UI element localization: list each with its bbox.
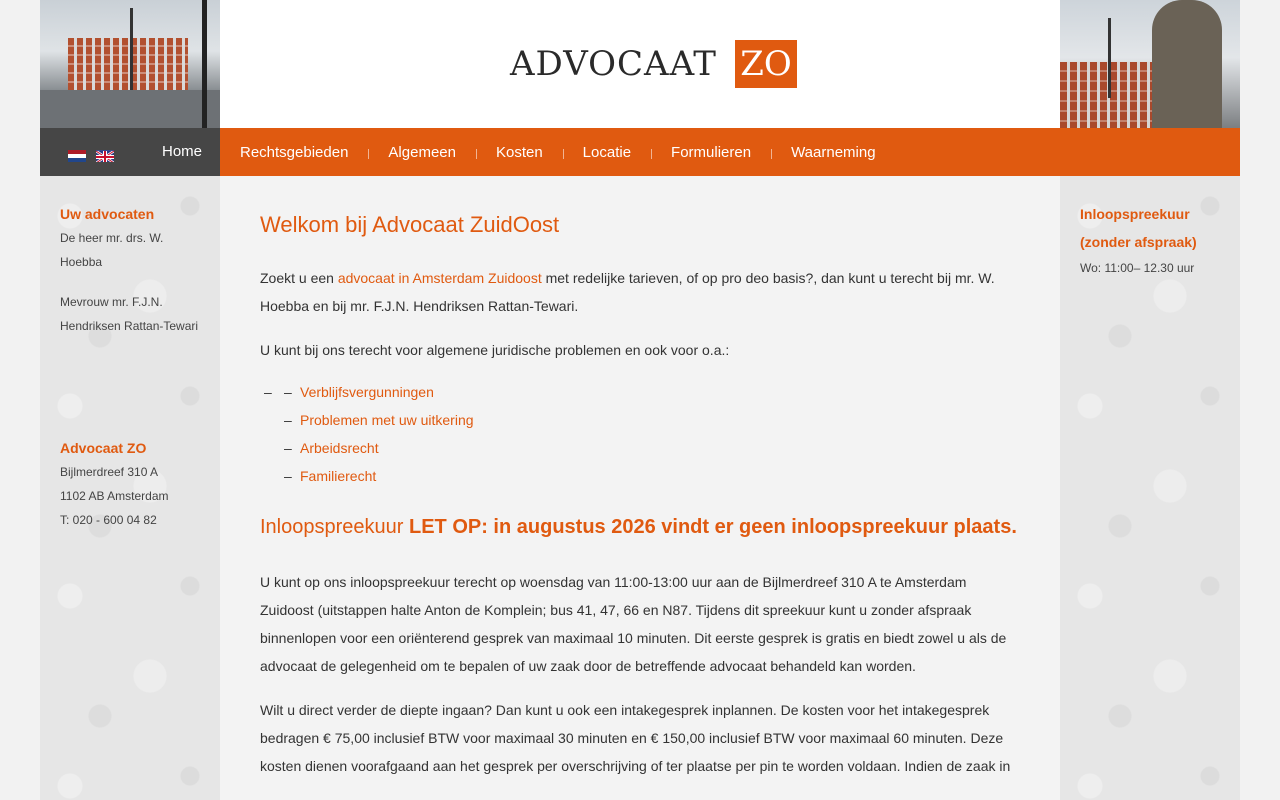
advocaat-1-line-1: De heer mr. drs. W. xyxy=(60,231,164,245)
list-item xyxy=(260,406,1020,434)
advocaat-2-line-1: Mevrouw mr. F.J.N. xyxy=(60,295,163,309)
nav-locatie[interactable]: Locatie xyxy=(563,144,651,161)
spreekuur-paragraph: U kunt op ons inloopspreekuur terecht op woensdag van 11:00-13:00 uur aan de Bijlmerdreef 310 A te Amsterdam Zuidoost (uitstappen halte Anton de Komplein; bus 41, 47, 66 en N87. Tijdens dit spreekuur kunt u zonder afspraak binnenlopen voor een oriënterend gesprek van maximaal 10 minuten. Dit eerste gesprek is gratis en biedt zowel u als de advocaat de gelegenheid om te bepalen of uw zaak door de betreffende advocaat behandeld kan worden. xyxy=(260,574,1007,674)
page-title: Welkom bij Advocaat ZuidOost xyxy=(260,212,560,237)
office-address-1: Bijlmerdreef 310 A xyxy=(60,465,159,479)
nav-rechtsgebieden[interactable]: Rechtsgebieden xyxy=(240,143,349,161)
uk-flag-icon[interactable] xyxy=(96,150,114,162)
nav-kosten[interactable]: Kosten xyxy=(476,144,563,161)
advocaten-title: Uw advocaten xyxy=(60,206,155,222)
intro-before: Zoekt u een xyxy=(260,270,338,286)
link-familierecht[interactable]: Familierecht xyxy=(300,468,377,484)
link-arbeidsrecht[interactable]: Arbeidsrecht xyxy=(300,440,379,456)
sidebar-right xyxy=(1060,176,1240,800)
nav-waarneming[interactable]: Waarneming xyxy=(771,144,895,161)
nav-algemeen[interactable]: Algemeen xyxy=(368,144,476,161)
office-phone: T: 020 - 600 04 82 xyxy=(60,513,157,527)
logo-text: ADVOCAAT xyxy=(510,44,717,84)
nav-items xyxy=(220,128,896,176)
intro-link[interactable]: advocaat in Amsterdam Zuidoost xyxy=(337,270,542,286)
list-item xyxy=(260,462,1020,490)
intro-after: met redelijke tarieven, of op pro deo basis?, dan kunt u terecht bij mr. W. Hoebba en bij mr. F.J.N. Hendriksen Rattan-Tewari. xyxy=(260,270,995,314)
link-uitkering[interactable]: Problemen met uw uitkering xyxy=(300,412,474,428)
list-item xyxy=(260,378,1020,406)
header xyxy=(40,0,1240,128)
spreekuur-hours: Wo: 11:00– 12.30 uur xyxy=(1080,261,1195,275)
header-photo-right xyxy=(1060,0,1240,128)
list-intro: U kunt bij ons terecht voor algemene juridische problemen en ook voor o.a.: xyxy=(260,342,730,358)
nav-formulieren[interactable]: Formulieren xyxy=(651,144,771,161)
page xyxy=(40,0,1240,800)
spreekuur-title-2: (zonder afspraak) xyxy=(1080,234,1197,250)
nav-home[interactable]: Home xyxy=(162,143,203,160)
logo-box: ZO xyxy=(735,40,797,88)
advocaat-2-line-2: Hendriksen Rattan-Tewari xyxy=(60,319,199,333)
office-title: Advocaat ZO xyxy=(60,440,147,456)
notice-text: LET OP: in augustus 2026 vindt er geen inloopspreekuur plaats. xyxy=(408,516,1017,538)
main-content xyxy=(220,176,1060,800)
rechtsgebieden-list xyxy=(260,378,1020,490)
main-navigation xyxy=(40,128,1240,176)
intro-paragraph xyxy=(260,264,1020,320)
link-verblijfsvergunningen[interactable]: Verblijfsvergunningen xyxy=(300,384,434,400)
sidebar-left xyxy=(40,176,220,800)
header-photo-left xyxy=(40,0,220,128)
notice-heading xyxy=(260,516,1020,538)
site-logo[interactable] xyxy=(510,40,797,88)
nav-language-home xyxy=(40,128,220,176)
advocaat-1-line-2: Hoebba xyxy=(60,255,103,269)
intake-paragraph: Wilt u direct verder de diepte ingaan? Dan kunt u ook een intakegesprek inplannen. De kosten voor het intakegesprek bedragen € 75,00 inclusief BTW voor maximaal 30 minuten en € 150,00 inclusief BTW voor maximaal 60 minuten. Deze kosten dienen voorafgaand aan het gesprek per overschrijving of ter plaatse per pin te worden voldaan. Indien de zaak in xyxy=(260,702,1011,774)
office-address-2: 1102 AB Amsterdam xyxy=(60,489,169,503)
notice-label: Inloopspreekuur xyxy=(260,516,409,538)
spreekuur-title-1: Inloopspreekuur xyxy=(1080,206,1190,222)
list-item xyxy=(260,434,1020,462)
dutch-flag-icon[interactable] xyxy=(68,150,86,162)
